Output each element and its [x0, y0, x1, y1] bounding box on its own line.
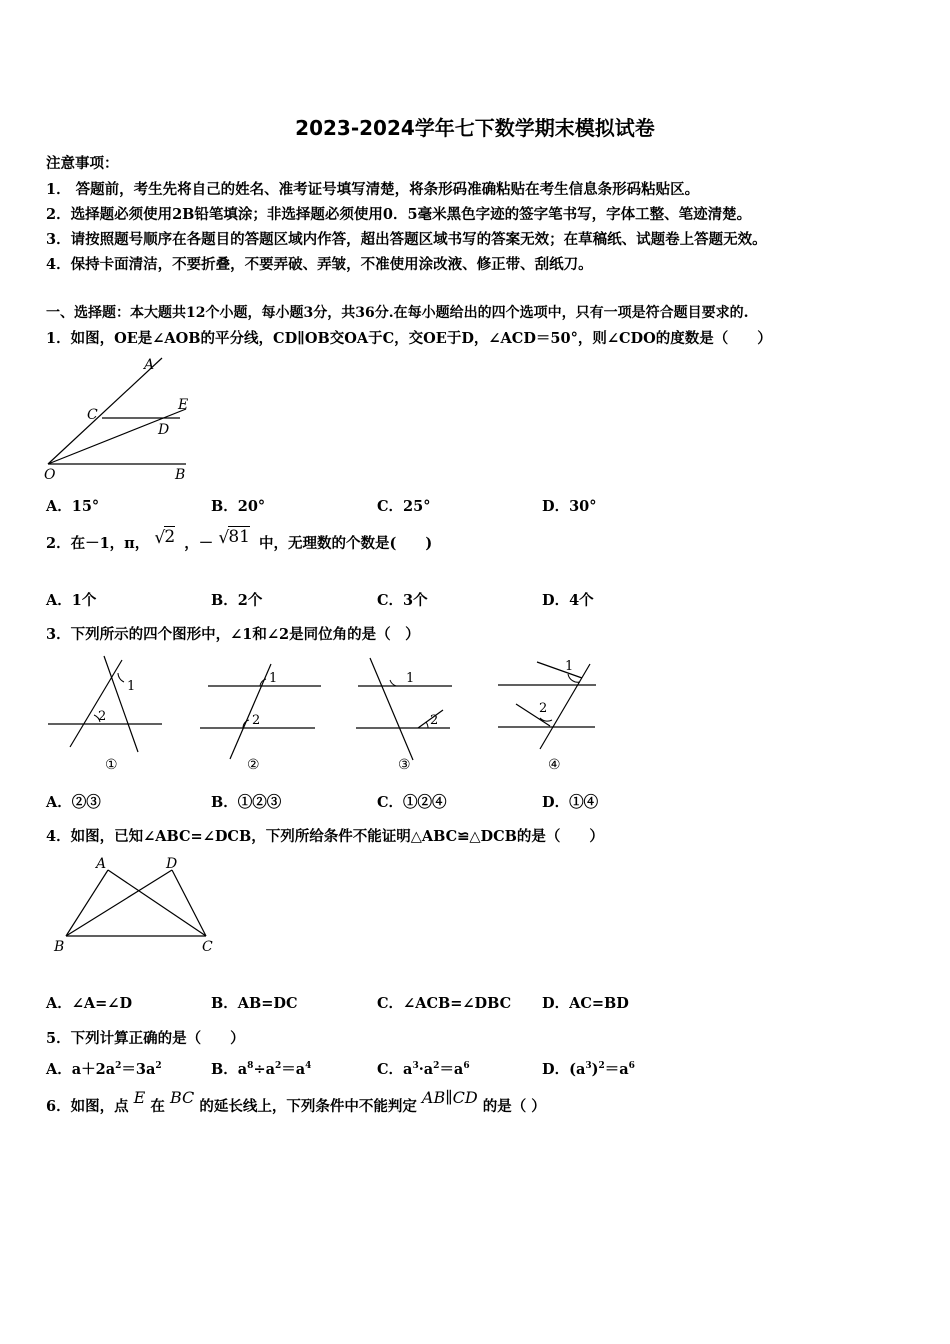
q5b-exp3: 4 — [305, 1061, 312, 1072]
q5c-rest2: ＝a — [439, 1061, 464, 1078]
label-o: O — [44, 467, 56, 483]
q6-mid1: 在 — [150, 1098, 165, 1115]
q3-figure-2 — [200, 664, 321, 773]
q4-option-b[interactable]: B．AB=DC — [211, 995, 298, 1012]
q5a-base: a＋2a — [71, 1061, 116, 1078]
q5a-rest: ＝3a — [121, 1061, 156, 1078]
q5c-letter: C． — [377, 1061, 404, 1078]
label-e: E — [178, 397, 189, 413]
label-c: C — [202, 939, 213, 955]
q5d-rest2: ＝a — [604, 1061, 629, 1078]
q5-option-a[interactable] — [46, 1058, 162, 1079]
q3-option-d[interactable]: D．①④ — [542, 794, 599, 811]
q5b-letter: B． — [211, 1061, 238, 1078]
label-b: B — [175, 467, 186, 483]
q3-stem: 3．下列所示的四个图形中，∠1和∠2是同位角的是（ ） — [46, 626, 420, 643]
q5b-base: a — [237, 1061, 248, 1078]
q3-option-c[interactable]: C．①②④ — [377, 794, 447, 811]
q3-option-b[interactable]: B．①②③ — [211, 794, 282, 811]
q6-pre: 6．如图，点 — [46, 1098, 129, 1115]
q4-option-a[interactable]: A．∠A=∠D — [46, 995, 133, 1012]
sqrt-81-radicand: 81 — [228, 527, 250, 547]
q2-option-c[interactable]: C．3个 — [377, 592, 428, 609]
q5d-exp3: 6 — [628, 1061, 635, 1072]
q5b-exp: 8 — [247, 1061, 254, 1072]
q5a-exp2: 2 — [155, 1061, 162, 1072]
q3-option-a[interactable]: A．②③ — [46, 794, 101, 811]
q4-option-d[interactable]: D．AC=BD — [542, 995, 629, 1012]
ray-oa — [48, 358, 162, 464]
q6-stem — [46, 1088, 546, 1129]
sqrt-81: √ 81 — [218, 527, 250, 548]
q3-figure-1 — [48, 656, 162, 773]
q1-option-b[interactable]: B．20° — [211, 498, 266, 515]
label-a: A — [144, 357, 155, 373]
label-d: D — [158, 422, 170, 438]
note-item: 3．请按照题号顺序在各题目的答题区域内作答，超出答题区域书写的答案无效；在草稿纸、试题卷上答题无效。 — [46, 231, 767, 248]
q3-figure-4 — [498, 659, 596, 773]
label-d: D — [166, 856, 178, 872]
section-heading: 一、选择题：本大题共12个小题，每小题3分，共36分.在每小题给出的四个选项中，只有一项是符合题目要求的. — [46, 305, 749, 321]
page-title: 2023-2024学年七下数学期末模拟试卷 — [295, 116, 655, 140]
q4-stem: 4．如图，已知∠ABC=∠DCB，下列所给条件不能证明△ABC≌△DCB的是（ ） — [46, 828, 604, 845]
q6-mid2: 的延长线上，下列条件中不能判定 — [199, 1098, 417, 1115]
q2-mid: ，－ — [184, 535, 214, 552]
q6-line-bc: BC — [169, 1088, 195, 1107]
label-c: C — [87, 407, 98, 423]
fig2-angle-2: 2 — [252, 713, 261, 728]
fig1-label: ① — [105, 757, 118, 773]
q5d-exp: 3 — [585, 1061, 592, 1072]
q6-parallel: AB∥CD — [421, 1088, 478, 1107]
fig3-label: ③ — [398, 757, 411, 773]
q4-figure — [48, 852, 228, 957]
q5c-exp: 3 — [412, 1061, 419, 1072]
q5c-exp2: 2 — [433, 1061, 440, 1072]
fig1-angle-2: 2 — [98, 709, 107, 724]
q5d-base: (a — [569, 1061, 586, 1078]
q5d-rest: ) — [591, 1061, 599, 1078]
q5c-base: a — [403, 1061, 413, 1078]
q5b-exp2: 2 — [274, 1061, 282, 1072]
note-item: 1． 答题前，考生先将自己的姓名、准考证号填写清楚，将条形码准确粘贴在考生信息条形码粘贴区。 — [46, 181, 700, 198]
q1-stem: 1．如图，OE是∠AOB的平分线，CD∥OB交OA于C，交OE于D，∠ACD＝50°，则∠CDO的度数是（ ） — [46, 330, 772, 347]
q2-option-a[interactable]: A．1个 — [46, 592, 97, 609]
label-b: B — [54, 939, 65, 955]
q1-option-d[interactable]: D．30° — [542, 498, 597, 515]
fig3-angle-2: 2 — [430, 713, 439, 728]
q3-figures — [40, 652, 610, 774]
note-item: 2．选择题必须使用2B铅笔填涂；非选择题必须使用0．5毫米黑色字迹的签字笔书写，字体工整、笔迹清楚。 — [46, 206, 752, 223]
q2-pre: 2．在－1，π， — [46, 535, 150, 552]
q3-figure-3 — [356, 658, 452, 773]
q5b-rest2: ＝a — [281, 1061, 306, 1078]
q5d-exp2: 2 — [598, 1061, 605, 1072]
fig4-angle-2: 2 — [539, 701, 548, 716]
q5d-letter: D． — [542, 1061, 570, 1078]
q1-option-c[interactable]: C．25° — [377, 498, 431, 515]
fig1-angle-1: 1 — [127, 679, 136, 694]
fig4-label: ④ — [548, 757, 561, 773]
q1-figure — [40, 352, 200, 487]
label-a: A — [96, 856, 107, 872]
sqrt-2-radicand: 2 — [164, 527, 176, 547]
q2-post: 中，无理数的个数是( ) — [259, 535, 433, 552]
q5a-letter: A． — [46, 1061, 72, 1078]
q1-option-a[interactable]: A．15° — [46, 498, 100, 515]
q5b-rest: ÷a — [253, 1061, 275, 1078]
fig4-angle-1: 1 — [565, 659, 574, 674]
q6-post: 的是（ ） — [482, 1098, 546, 1115]
q5-option-d[interactable] — [542, 1058, 635, 1079]
note-item: 4．保持卡面清洁，不要折叠，不要弄破、弄皱，不准使用涂改液、修正带、刮纸刀。 — [46, 256, 593, 273]
q5-option-b[interactable] — [211, 1058, 311, 1079]
q6-point-e: E — [133, 1088, 146, 1107]
sqrt-2: √ 2 — [154, 527, 176, 548]
q2-option-b[interactable]: B．2个 — [211, 592, 263, 609]
q5c-rest: ·a — [418, 1061, 434, 1078]
q5-option-c[interactable] — [377, 1058, 470, 1079]
notes-heading: 注意事项： — [46, 155, 119, 172]
fig3-angle-1: 1 — [406, 671, 415, 686]
q4-option-c[interactable]: C．∠ACB=∠DBC — [377, 995, 512, 1012]
fig2-label: ② — [247, 757, 260, 773]
q5-stem: 5．下列计算正确的是（ ） — [46, 1030, 245, 1047]
q2-stem — [46, 527, 433, 568]
q5a-exp: 2 — [115, 1061, 122, 1072]
fig2-angle-1: 1 — [269, 671, 278, 686]
q5c-exp3: 6 — [463, 1061, 470, 1072]
q2-option-d[interactable]: D．4个 — [542, 592, 594, 609]
